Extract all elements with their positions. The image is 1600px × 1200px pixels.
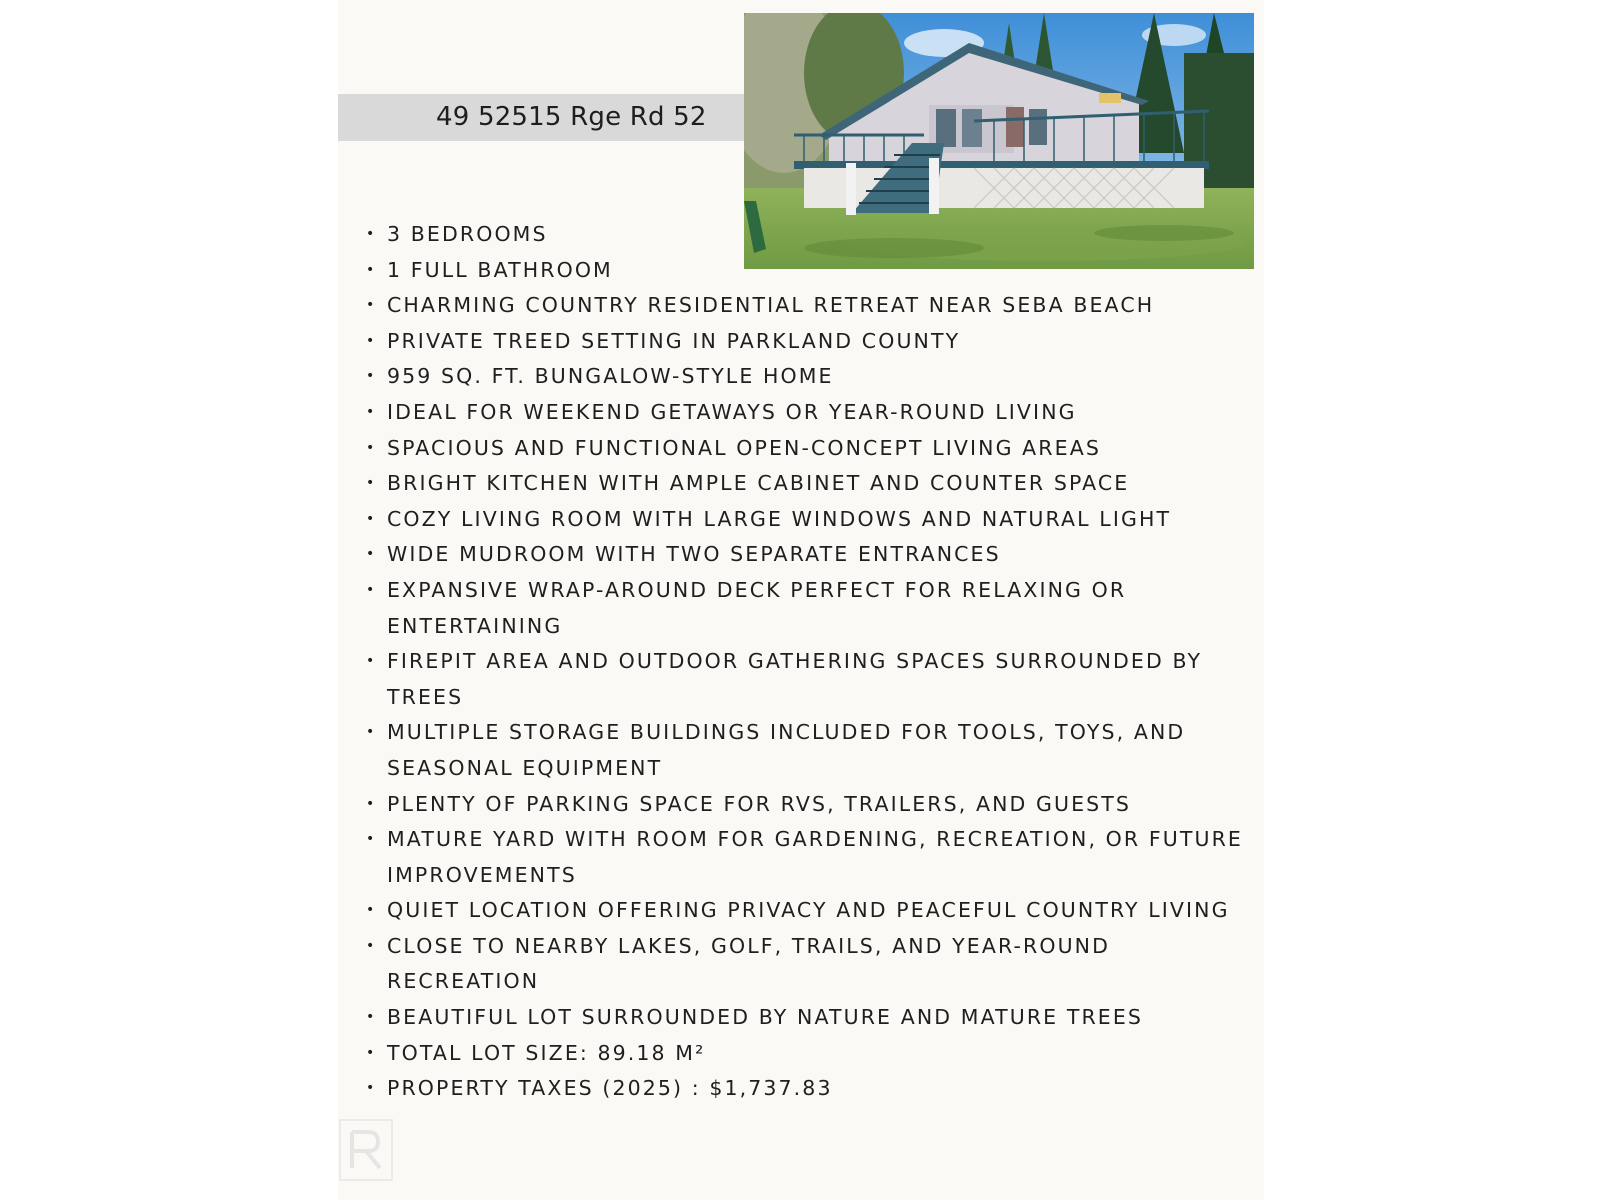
feature-item: • TOTAL LOT SIZE: 89.18 M² [366, 1036, 1266, 1072]
feature-item: • CHARMING COUNTRY RESIDENTIAL RETREAT NEAR SEBA BEACH [366, 288, 1266, 324]
feature-item: • FIREPIT AREA AND OUTDOOR GATHERING SPACES SURROUNDED BY TREES [366, 644, 1266, 715]
feature-item: • PROPERTY TAXES (2025) : $1,737.83 [366, 1071, 1266, 1107]
feature-item: • WIDE MUDROOM WITH TWO SEPARATE ENTRANCES [366, 537, 1266, 573]
feature-item: • COZY LIVING ROOM WITH LARGE WINDOWS AND NATURAL LIGHT [366, 502, 1266, 538]
address-banner [338, 94, 744, 141]
feature-item: • 959 SQ. FT. BUNGALOW-STYLE HOME [366, 359, 1266, 395]
feature-item: • 3 BEDROOMS [366, 217, 1266, 253]
property-address: 49 52515 Rge Rd 52 [436, 102, 707, 132]
realtor-logo-watermark [338, 1118, 398, 1182]
feature-item: • CLOSE TO NEARBY LAKES, GOLF, TRAILS, AND YEAR-ROUND RECREATION [366, 929, 1266, 1000]
feature-item: • SPACIOUS AND FUNCTIONAL OPEN-CONCEPT LIVING AREAS [366, 431, 1266, 467]
feature-item: • 1 FULL BATHROOM [366, 253, 1266, 289]
feature-item: • MATURE YARD WITH ROOM FOR GARDENING, RECREATION, OR FUTURE IMPROVEMENTS [366, 822, 1266, 893]
feature-item: • EXPANSIVE WRAP-AROUND DECK PERFECT FOR RELAXING OR ENTERTAINING [366, 573, 1266, 644]
feature-item: • PRIVATE TREED SETTING IN PARKLAND COUNTY [366, 324, 1266, 360]
feature-item: • MULTIPLE STORAGE BUILDINGS INCLUDED FOR TOOLS, TOYS, AND SEASONAL EQUIPMENT [366, 715, 1266, 786]
feature-item: • BRIGHT KITCHEN WITH AMPLE CABINET AND COUNTER SPACE [366, 466, 1266, 502]
feature-item: • PLENTY OF PARKING SPACE FOR RVS, TRAILERS, AND GUESTS [366, 787, 1266, 823]
feature-item: • QUIET LOCATION OFFERING PRIVACY AND PEACEFUL COUNTRY LIVING [366, 893, 1266, 929]
feature-item: • IDEAL FOR WEEKEND GETAWAYS OR YEAR-ROUND LIVING [366, 395, 1266, 431]
feature-list [366, 217, 1266, 1107]
feature-item: • BEAUTIFUL LOT SURROUNDED BY NATURE AND MATURE TREES [366, 1000, 1266, 1036]
